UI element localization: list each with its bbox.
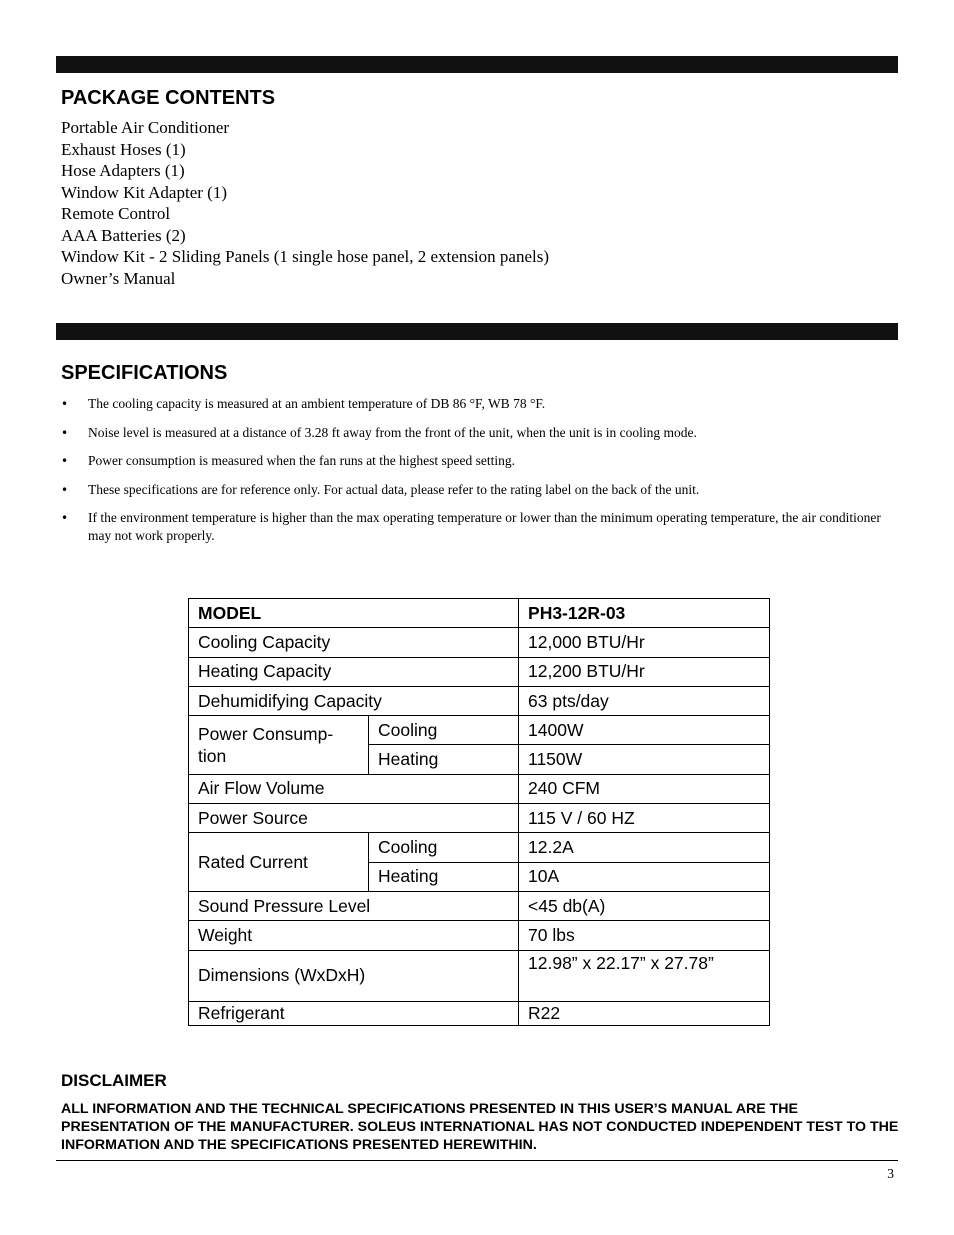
power-consumption-label: Power Consump-tion bbox=[189, 716, 369, 775]
disclaimer-heading: DISCLAIMER bbox=[61, 1071, 167, 1090]
list-item: Window Kit Adapter (1) bbox=[61, 182, 227, 202]
disclaimer-text: ALL INFORMATION AND THE TECHNICAL SPECIFICATIONS PRESENTED IN THIS USER’S MANUAL ARE THE PRESENTATION OF THE MANUFACTURER. SOLEUS INTERNATIONAL HAS NOT CONDUCTED INDEPENDENT TEST TO THE INFORMATION AND THE SPECIFICATIONS PRESENTED HEREWITHIN. bbox=[61, 1101, 899, 1153]
list-item: Window Kit - 2 Sliding Panels (1 single hose panel, 2 extension panels) bbox=[61, 247, 549, 266]
power-source-label: Power Source bbox=[189, 804, 519, 833]
table-row bbox=[189, 657, 770, 686]
note-item: • Noise level is measured at a distance of 3.28 ft away from the front of the unit, when the unit is in cooling mode. bbox=[61, 424, 901, 442]
current-heating-value: 10A bbox=[519, 862, 770, 891]
table-row bbox=[189, 599, 770, 628]
specifications-table bbox=[188, 598, 770, 1026]
weight-value: 70 lbs bbox=[519, 921, 770, 950]
package-contents-list bbox=[61, 117, 549, 289]
rated-current-label: Rated Current bbox=[189, 833, 369, 892]
page-number: 3 bbox=[887, 1166, 894, 1181]
dehumidifying-value: 63 pts/day bbox=[519, 686, 770, 715]
list-item: Portable Air Conditioner bbox=[61, 118, 230, 137]
note-item: • If the environment temperature is higher than the max operating temperature or lower than the minimum operating temperature, the air conditioner may not work properly. bbox=[61, 509, 901, 545]
table-row bbox=[189, 628, 770, 657]
cooling-capacity-value: 12,000 BTU/Hr bbox=[519, 628, 770, 657]
power-source-value: 115 V / 60 HZ bbox=[519, 804, 770, 833]
weight-label: Weight bbox=[189, 921, 519, 950]
dimensions-value: 12.98” x 22.17” x 27.78” bbox=[519, 950, 770, 1001]
power-cooling-value: 1400W bbox=[519, 716, 770, 745]
specifications-heading: SPECIFICATIONS bbox=[61, 362, 228, 384]
table-row bbox=[189, 774, 770, 803]
list-item: Exhaust Hoses (1) bbox=[61, 139, 186, 159]
model-label: MODEL bbox=[189, 599, 519, 628]
table-row bbox=[189, 921, 770, 950]
note-item: • The cooling capacity is measured at an ambient temperature of DB 86 °F, WB 78 °F. bbox=[61, 395, 901, 413]
section-bar-top bbox=[56, 56, 898, 73]
table-row bbox=[189, 891, 770, 920]
sound-level-label: Sound Pressure Level bbox=[189, 891, 519, 920]
power-cooling-label: Cooling bbox=[369, 716, 519, 745]
current-cooling-value: 12.2A bbox=[519, 833, 770, 862]
power-heating-value: 1150W bbox=[519, 745, 770, 774]
table-row bbox=[189, 950, 770, 1001]
refrigerant-label: Refrigerant bbox=[189, 1001, 519, 1025]
note-item: • These specifications are for reference only. For actual data, please refer to the rating label on the back of the unit. bbox=[61, 481, 901, 499]
table-row bbox=[189, 1001, 770, 1025]
table-row bbox=[189, 833, 770, 862]
heating-capacity-label: Heating Capacity bbox=[189, 657, 519, 686]
package-contents-heading: PACKAGE CONTENTS bbox=[61, 87, 276, 109]
sound-level-value: <45 db(A) bbox=[519, 891, 770, 920]
list-item: Hose Adapters (1) bbox=[61, 161, 185, 180]
current-heating-label: Heating bbox=[369, 862, 519, 891]
air-flow-value: 240 CFM bbox=[519, 774, 770, 803]
heating-capacity-value: 12,200 BTU/Hr bbox=[519, 657, 770, 686]
cooling-capacity-label: Cooling Capacity bbox=[189, 628, 519, 657]
list-item: AAA Batteries (2) bbox=[61, 225, 186, 245]
list-item: Remote Control bbox=[61, 204, 171, 223]
dehumidifying-label: Dehumidifying Capacity bbox=[189, 686, 519, 715]
table-row bbox=[189, 686, 770, 715]
dimensions-label: Dimensions (WxDxH) bbox=[189, 950, 519, 1001]
section-bar-middle bbox=[56, 323, 898, 340]
model-value: PH3-12R-03 bbox=[519, 599, 770, 628]
footer-rule bbox=[56, 1160, 898, 1161]
current-cooling-label: Cooling bbox=[369, 833, 519, 862]
list-item: Owner’s Manual bbox=[61, 268, 176, 288]
note-item: • Power consumption is measured when the fan runs at the highest speed setting. bbox=[61, 452, 901, 470]
table-row bbox=[189, 716, 770, 745]
power-heating-label: Heating bbox=[369, 745, 519, 774]
refrigerant-value: R22 bbox=[519, 1001, 770, 1025]
table-row bbox=[189, 804, 770, 833]
specification-notes bbox=[61, 395, 901, 556]
air-flow-label: Air Flow Volume bbox=[189, 774, 519, 803]
